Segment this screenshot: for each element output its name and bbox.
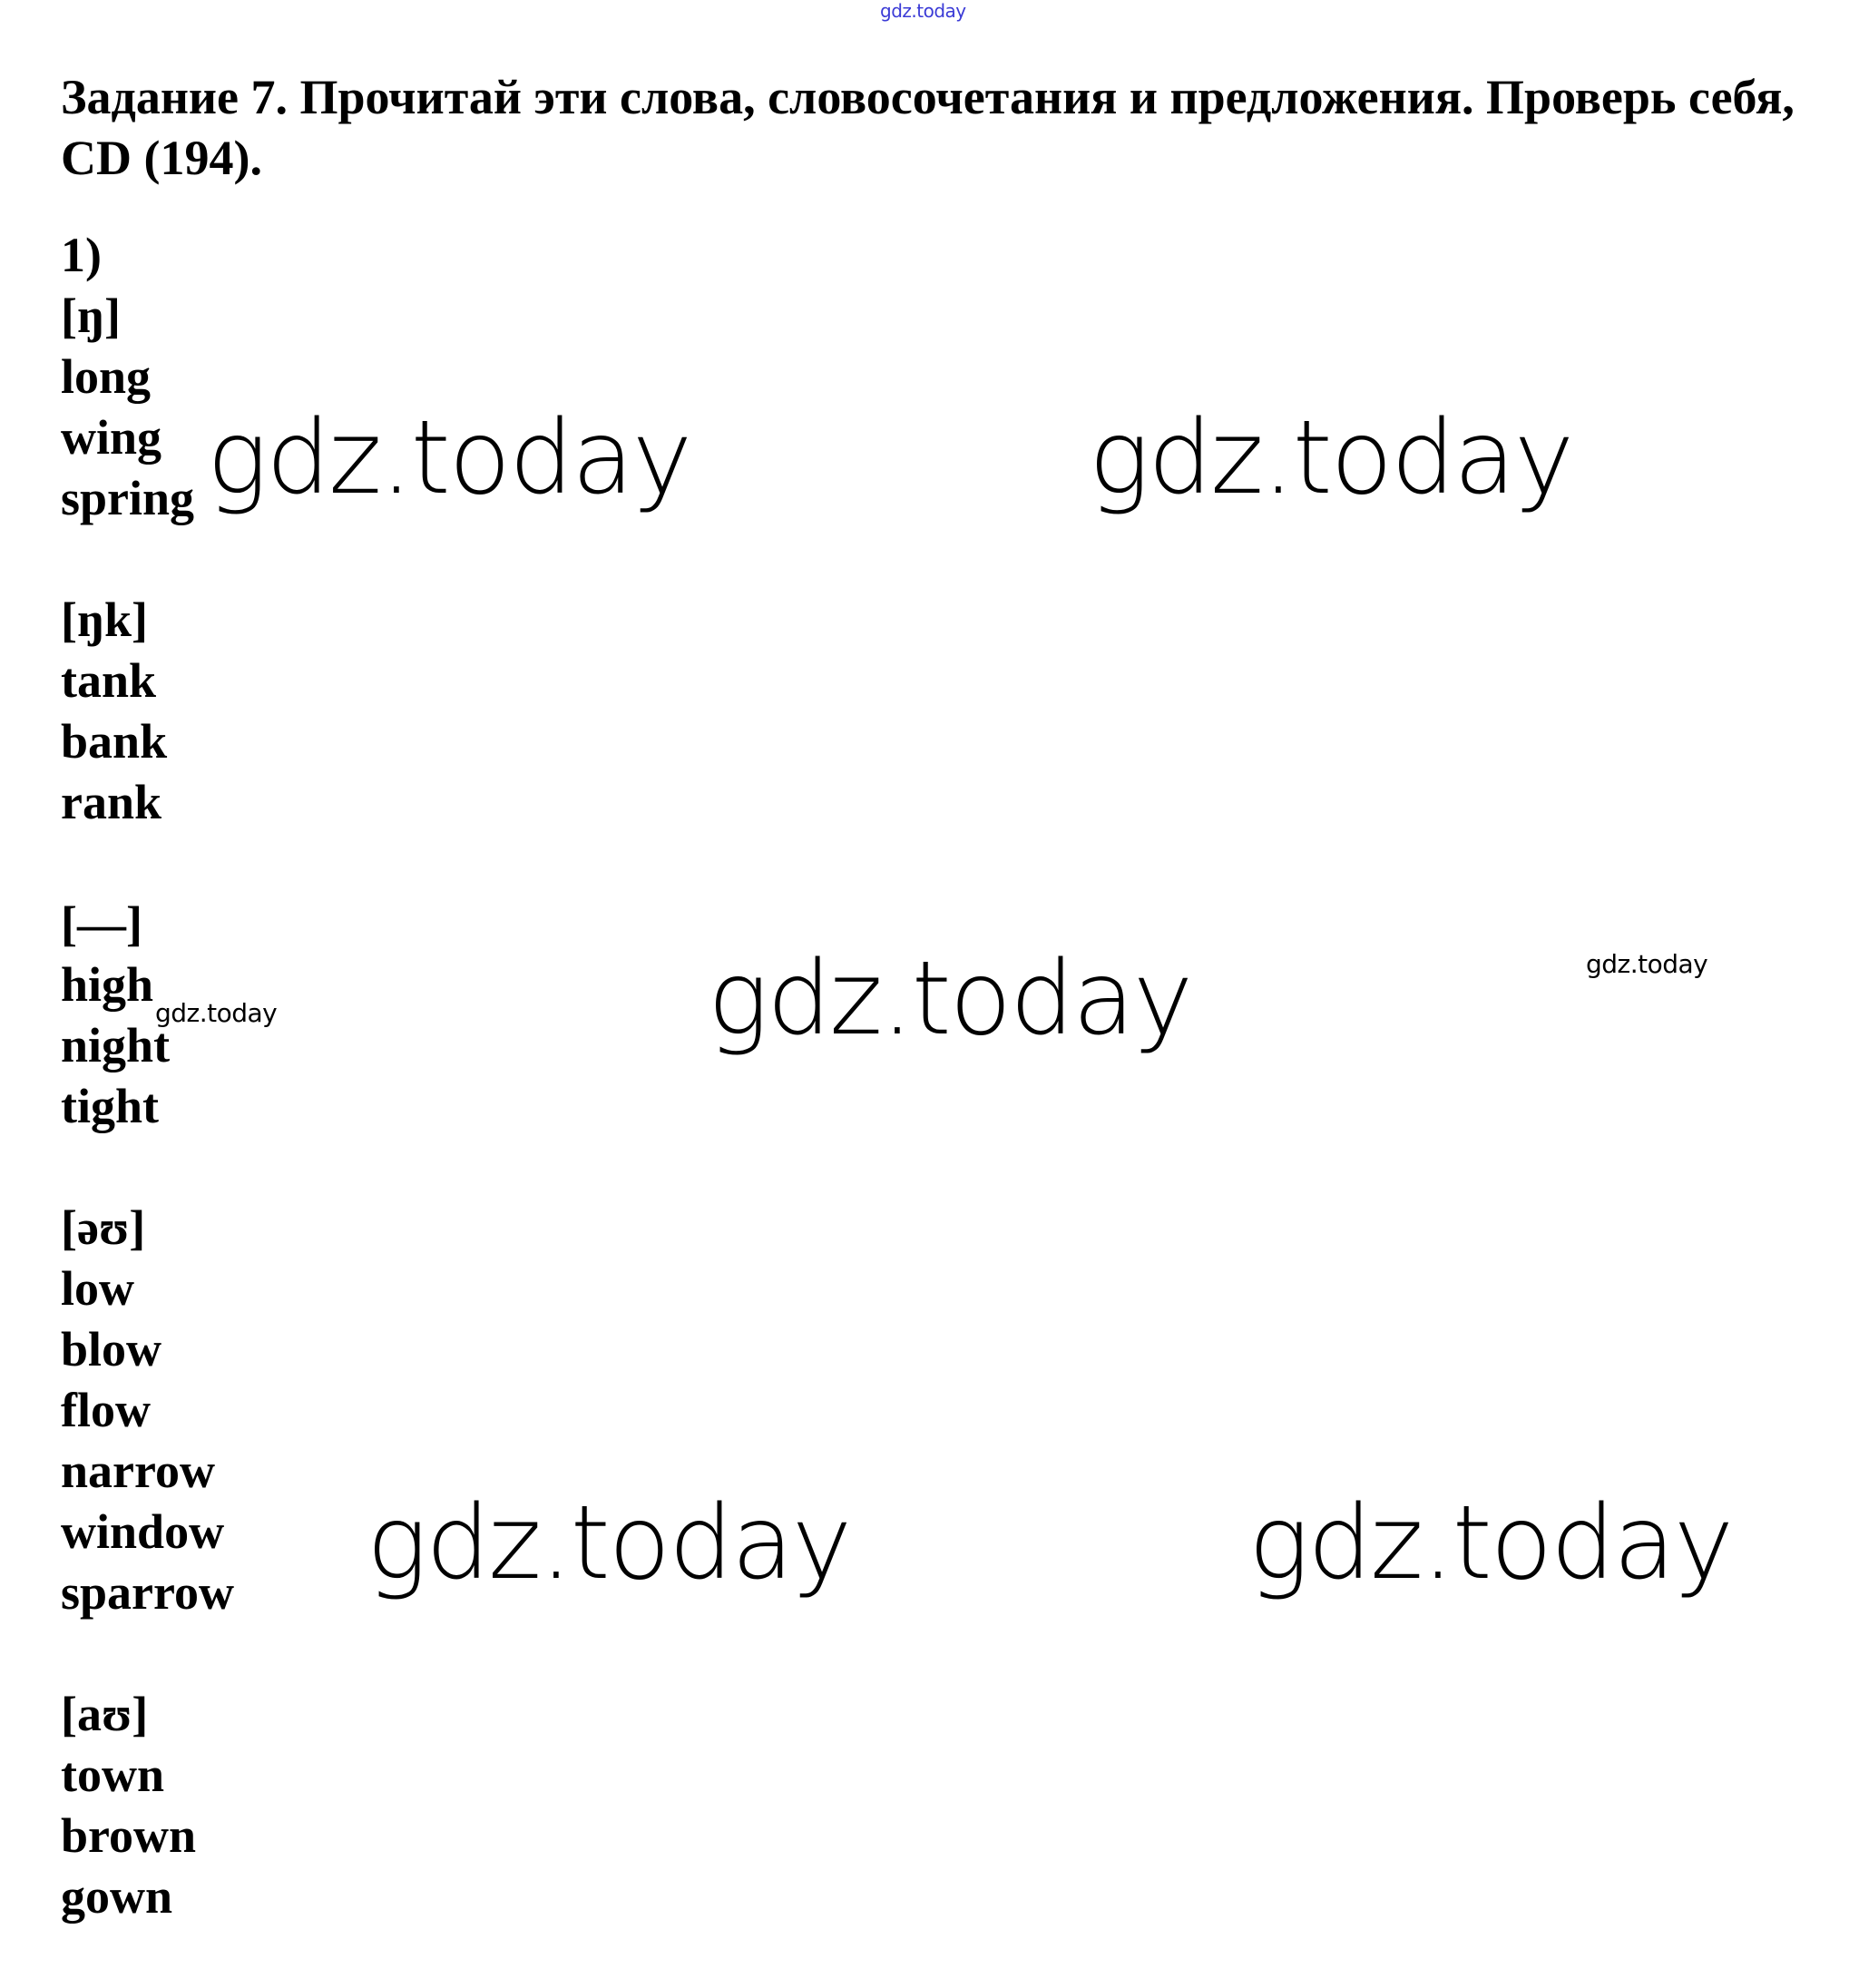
word: rank: [61, 775, 162, 829]
watermark: gdz.today: [367, 1484, 851, 1602]
word: bank: [61, 714, 168, 769]
task-number: 1): [61, 228, 102, 282]
watermark: gdz.today: [207, 399, 691, 517]
word: flow: [61, 1383, 151, 1437]
word: night: [61, 1018, 171, 1072]
word: high: [61, 957, 154, 1012]
sound-label: [ŋk]: [61, 592, 149, 647]
sound-label: [əʊ]: [61, 1200, 146, 1255]
watermark-small: gdz.today: [155, 998, 278, 1028]
word: tank: [61, 653, 157, 708]
sound-label: [—]: [61, 896, 142, 951]
watermark-top: gdz.today: [880, 0, 966, 22]
word: tight: [61, 1079, 159, 1133]
sound-group-ngk: [61, 590, 234, 833]
sound-label: [ŋ]: [61, 289, 121, 343]
word: window: [61, 1504, 225, 1559]
word: long: [61, 349, 152, 404]
watermark: gdz.today: [1089, 399, 1573, 517]
word: spring: [61, 471, 195, 525]
watermark-small: gdz.today: [1586, 949, 1708, 979]
sound-group-au: [61, 1684, 234, 1927]
sound-label: [aʊ]: [61, 1687, 149, 1741]
word: town: [61, 1748, 165, 1802]
word: brown: [61, 1808, 197, 1863]
word: sparrow: [61, 1565, 235, 1620]
word: low: [61, 1261, 134, 1316]
watermark: gdz.today: [1248, 1484, 1733, 1602]
word: blow: [61, 1322, 162, 1376]
watermark: gdz.today: [708, 940, 1192, 1058]
word: narrow: [61, 1444, 215, 1498]
word: gown: [61, 1869, 173, 1924]
task-title: Задание 7. Прочитай эти слова, словосочетания и предложения. Проверь себя, CD (194).: [61, 70, 1795, 185]
sound-group-ou: [61, 1198, 234, 1623]
word: wing: [61, 410, 162, 465]
